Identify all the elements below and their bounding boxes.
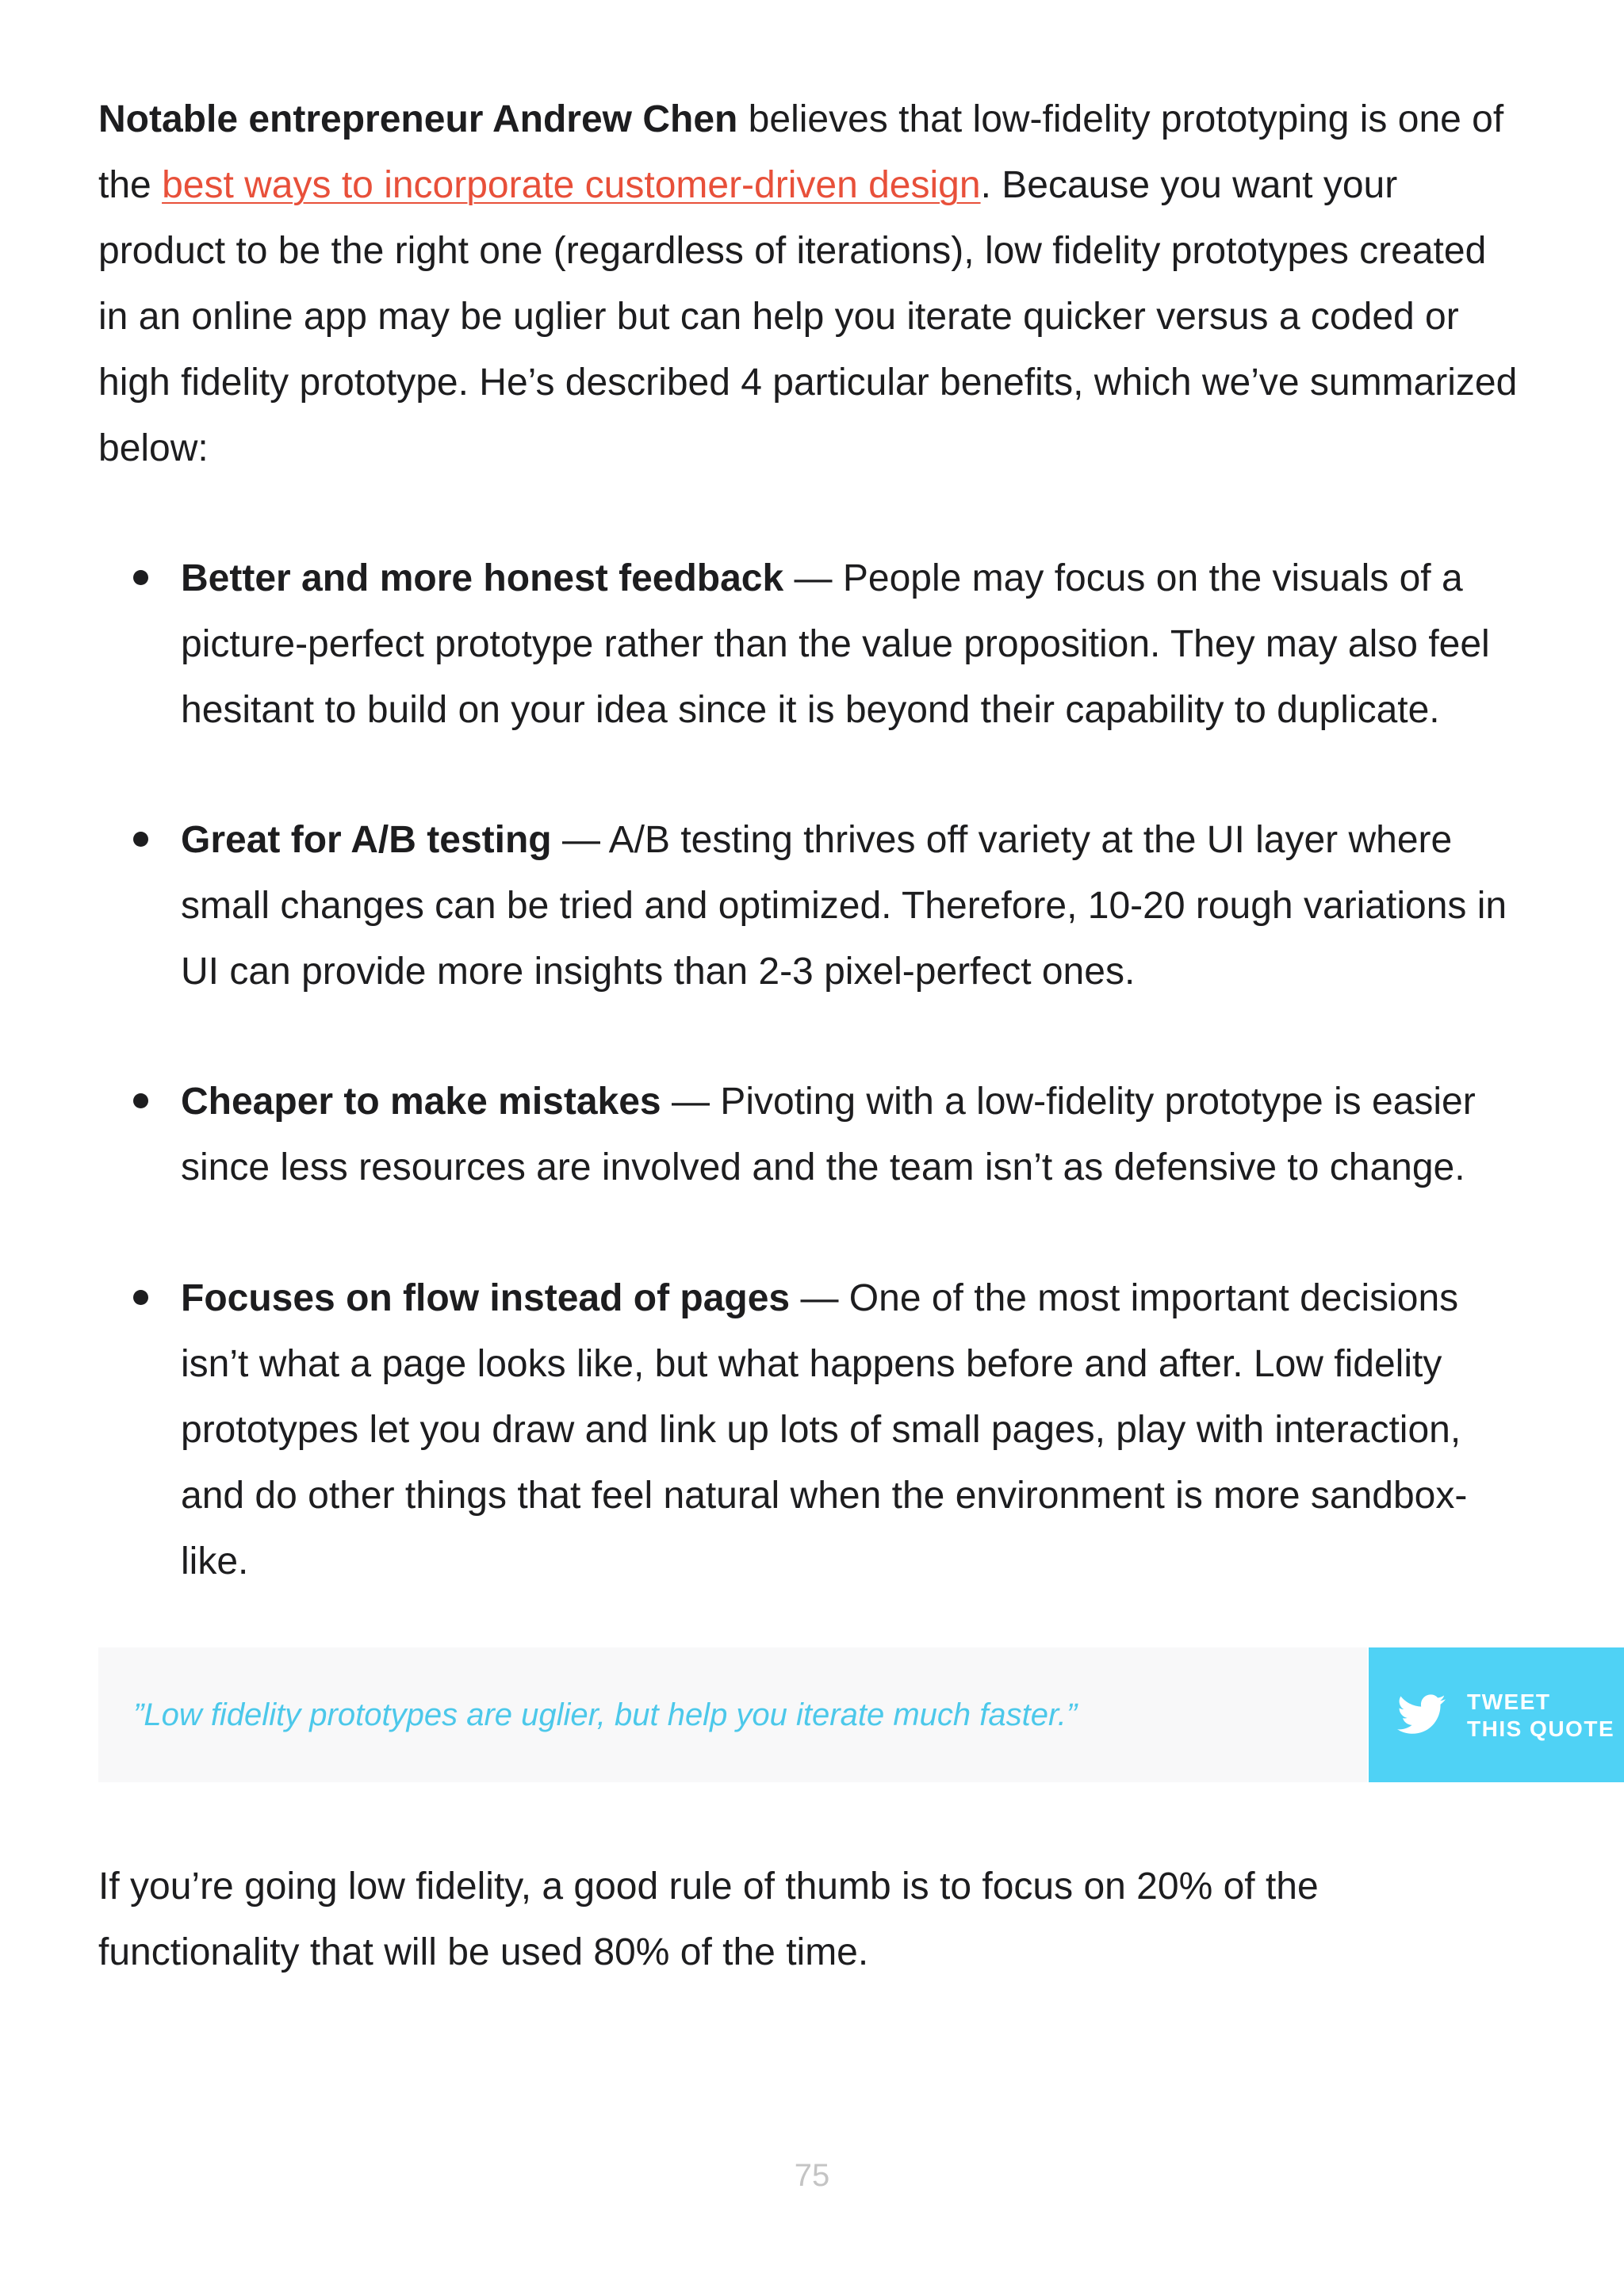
benefit-title: Better and more honest feedback	[181, 557, 784, 599]
benefit-text: — One of the most important decisions isn’t what a page looks like, but what happens before and after. Low fidelity prototypes let you draw and link up lots of small pages, play with interaction, and do other things that feel natural when the environment is more sandbox-like.	[181, 1277, 1468, 1582]
intro-text-2: . Because you want your product to be the right one (regardless of iterations), low fidelity prototypes created in an online app may be uglier but can help you iterate quicker versus a coded or high fidelity prototype. He’s described 4 particular benefits, which we’ve summarized below:	[98, 164, 1518, 469]
benefit-text: — A/B testing thrives off variety at the UI layer where small changes can be tried and optimized. Therefore, 10-20 rough variations in UI can provide more insights than 2-3 pixel-perfect ones.	[181, 819, 1507, 993]
bullet-icon	[133, 1093, 148, 1108]
customer-driven-design-link[interactable]: best ways to incorporate customer-driven design	[162, 164, 981, 206]
benefit-item-flow	[181, 1265, 1529, 1594]
benefit-title: Cheaper to make mistakes	[181, 1081, 661, 1123]
tweet-this-quote-button[interactable]	[1369, 1647, 1624, 1782]
benefit-text: — Pivoting with a low-fidelity prototype is easier since less resources are involved and the team isn’t as defensive to change.	[181, 1081, 1476, 1188]
benefit-item-mistakes	[181, 1069, 1529, 1200]
twitter-bird-icon	[1397, 1693, 1446, 1736]
tweet-button-label	[1467, 1689, 1618, 1743]
intro-text-1: believes that low-fidelity prototyping is one of the	[98, 98, 1504, 206]
bullet-icon	[133, 1290, 148, 1305]
benefit-item-ab-testing	[181, 807, 1529, 1004]
tweet-label-line-1: TWEET	[1467, 1689, 1551, 1714]
intro-paragraph	[98, 86, 1518, 481]
bullet-icon	[133, 832, 148, 847]
pull-quote	[98, 1647, 1367, 1782]
tweet-label-line-2: THIS QUOTE	[1467, 1716, 1615, 1741]
intro-lead-bold: Notable entrepreneur Andrew Chen	[98, 98, 738, 140]
pull-quote-text: ”Low fidelity prototypes are uglier, but help you iterate much faster.”	[133, 1697, 1078, 1732]
benefit-title: Great for A/B testing	[181, 819, 552, 861]
benefit-title: Focuses on flow instead of pages	[181, 1277, 791, 1319]
bullet-icon	[133, 570, 148, 585]
benefit-text: — People may focus on the visuals of a picture-perfect prototype rather than the value proposition. They may also feel hesitant to build on your idea since it is beyond their capability to duplicate.	[181, 557, 1490, 731]
page-number: 75	[794, 2158, 830, 2193]
outro-paragraph: If you’re going low fidelity, a good rule of thumb is to focus on 20% of the functionality that will be used 80% of the time.	[98, 1866, 1319, 1973]
benefit-item-feedback	[181, 545, 1529, 743]
